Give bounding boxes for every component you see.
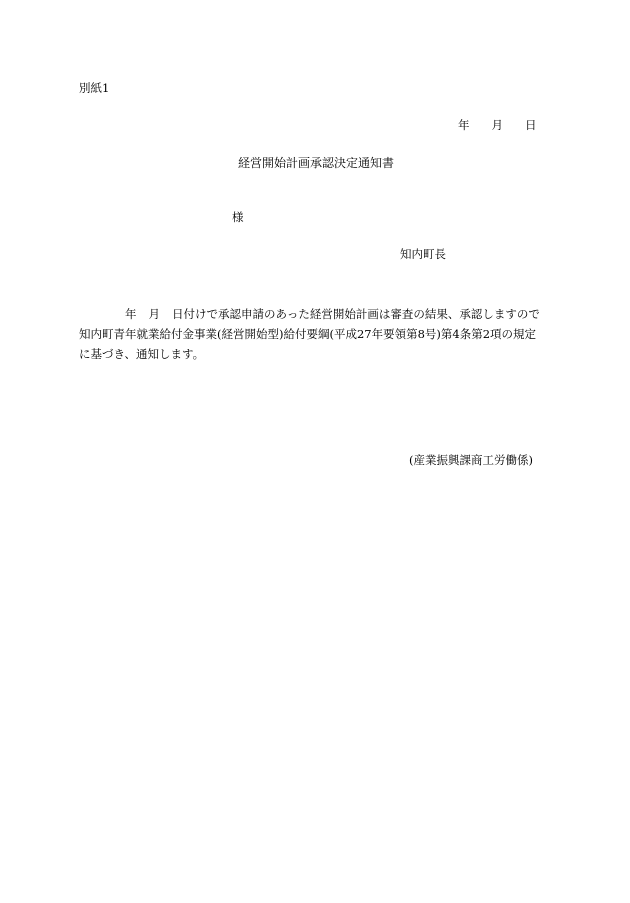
addressee-suffix: 様 (232, 210, 244, 224)
date-year-label: 年 (458, 118, 470, 132)
contact-section: (産業振興課商工労働係) (409, 453, 533, 467)
document-title: 経営開始計画承認決定通知書 (238, 156, 395, 170)
body-month-label: 月 (148, 307, 160, 321)
attachment-label: 別紙1 (79, 81, 110, 95)
notice-body (79, 304, 557, 364)
body-line-3: に基づき、通知します。 (79, 347, 205, 361)
body-line-1 (79, 304, 557, 324)
body-line-2: 知内町青年就業給付金事業(経営開始型)給付要綱(平成27年要領第8号)第4条第2項の規定 (79, 327, 537, 341)
date-day-label: 日 (525, 118, 537, 132)
date-month-label: 月 (491, 118, 503, 132)
body-year-label: 年 (125, 307, 137, 321)
body-line-1-text: 日付けで承認申請のあった経営開始計画は審査の結果、承認しますので (172, 307, 540, 321)
date-line (458, 120, 537, 132)
issuer-name: 知内町長 (400, 247, 446, 261)
